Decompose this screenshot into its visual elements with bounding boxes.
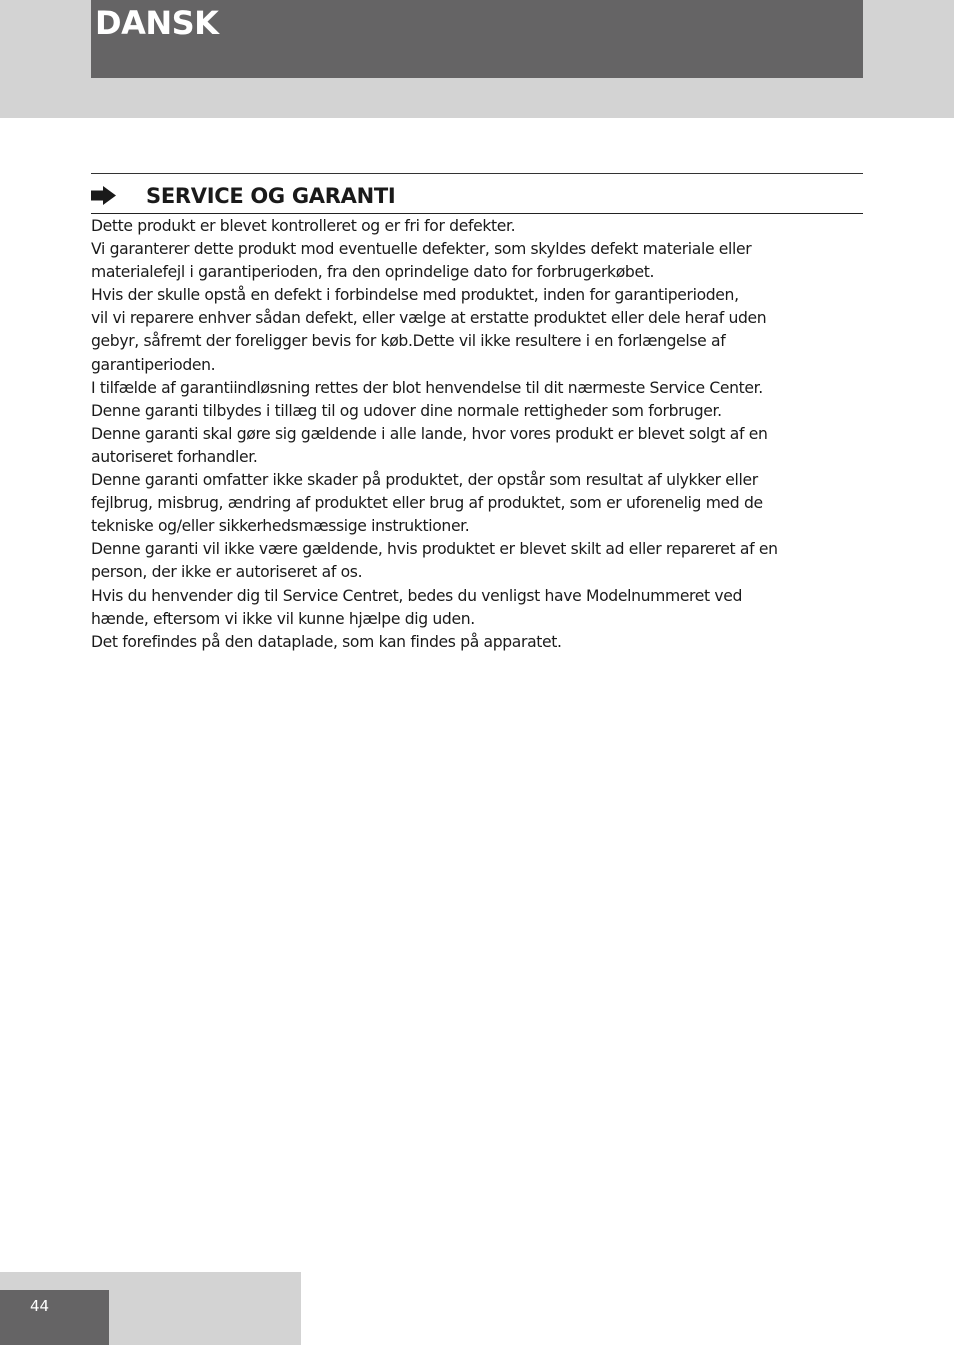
- text-line: Denne garanti tilbydes i tillæg til og udover dine normale rettigheder som forbruger.: [91, 401, 722, 420]
- text-line: I tilfælde af garantiindløsning rettes der blot henvendelse til dit nærmeste Service Center.: [91, 378, 763, 397]
- text-line: Vi garanterer dette produkt mod eventuelle defekter, som skyldes defekt materiale eller: [91, 240, 752, 259]
- text-line: Denne garanti vil ikke være gældende, hvis produktet er blevet skilt ad eller repareret af en: [91, 540, 778, 559]
- section-title: SERVICE OG GARANTI: [146, 184, 396, 208]
- text-line: tekniske og/eller sikkerhedsmæssige instruktioner.: [91, 517, 470, 536]
- language-header: [91, 0, 863, 78]
- text-line: materialefejl i garantiperioden, fra den oprindelige dato for forbrugerkøbet.: [91, 263, 655, 282]
- arrow-right-icon: [91, 186, 116, 205]
- text-line: Denne garanti skal gøre sig gældende i alle lande, hvor vores produkt er blevet solgt af en: [91, 424, 768, 443]
- text-line: Dette produkt er blevet kontrolleret og er fri for defekter.: [91, 217, 516, 235]
- warranty-text: [91, 215, 851, 654]
- text-line: Hvis der skulle opstå en defekt i forbindelse med produktet, inden for garantiperioden,: [91, 286, 739, 305]
- text-line: autoriseret forhandler.: [91, 447, 258, 466]
- page-number: 44: [30, 1297, 50, 1315]
- text-line: Det forefindes på den dataplade, som kan findes på apparatet.: [91, 632, 562, 651]
- text-line: hænde, eftersom vi ikke vil kunne hjælpe dig uden.: [91, 609, 475, 628]
- text-line: gebyr, såfremt der foreligger bevis for køb.Dette vil ikke resultere i en forlængelse af: [91, 332, 726, 351]
- section-header: [91, 173, 863, 214]
- text-line: garantiperioden.: [91, 355, 216, 374]
- language-title: DANSK: [95, 4, 219, 42]
- page-number-box: [0, 1290, 109, 1345]
- text-line: vil vi reparere enhver sådan defekt, eller vælge at erstatte produktet eller dele heraf uden: [91, 309, 767, 328]
- text-line: Denne garanti omfatter ikke skader på produktet, der opstår som resultat af ulykker eller: [91, 471, 758, 490]
- text-line: Hvis du henvender dig til Service Centret, bedes du venligst have Modelnummeret ved: [91, 586, 743, 605]
- text-line: fejlbrug, misbrug, ændring af produktet eller brug af produktet, som er uforenelig med de: [91, 494, 763, 513]
- text-line: person, der ikke er autoriseret af os.: [91, 563, 363, 582]
